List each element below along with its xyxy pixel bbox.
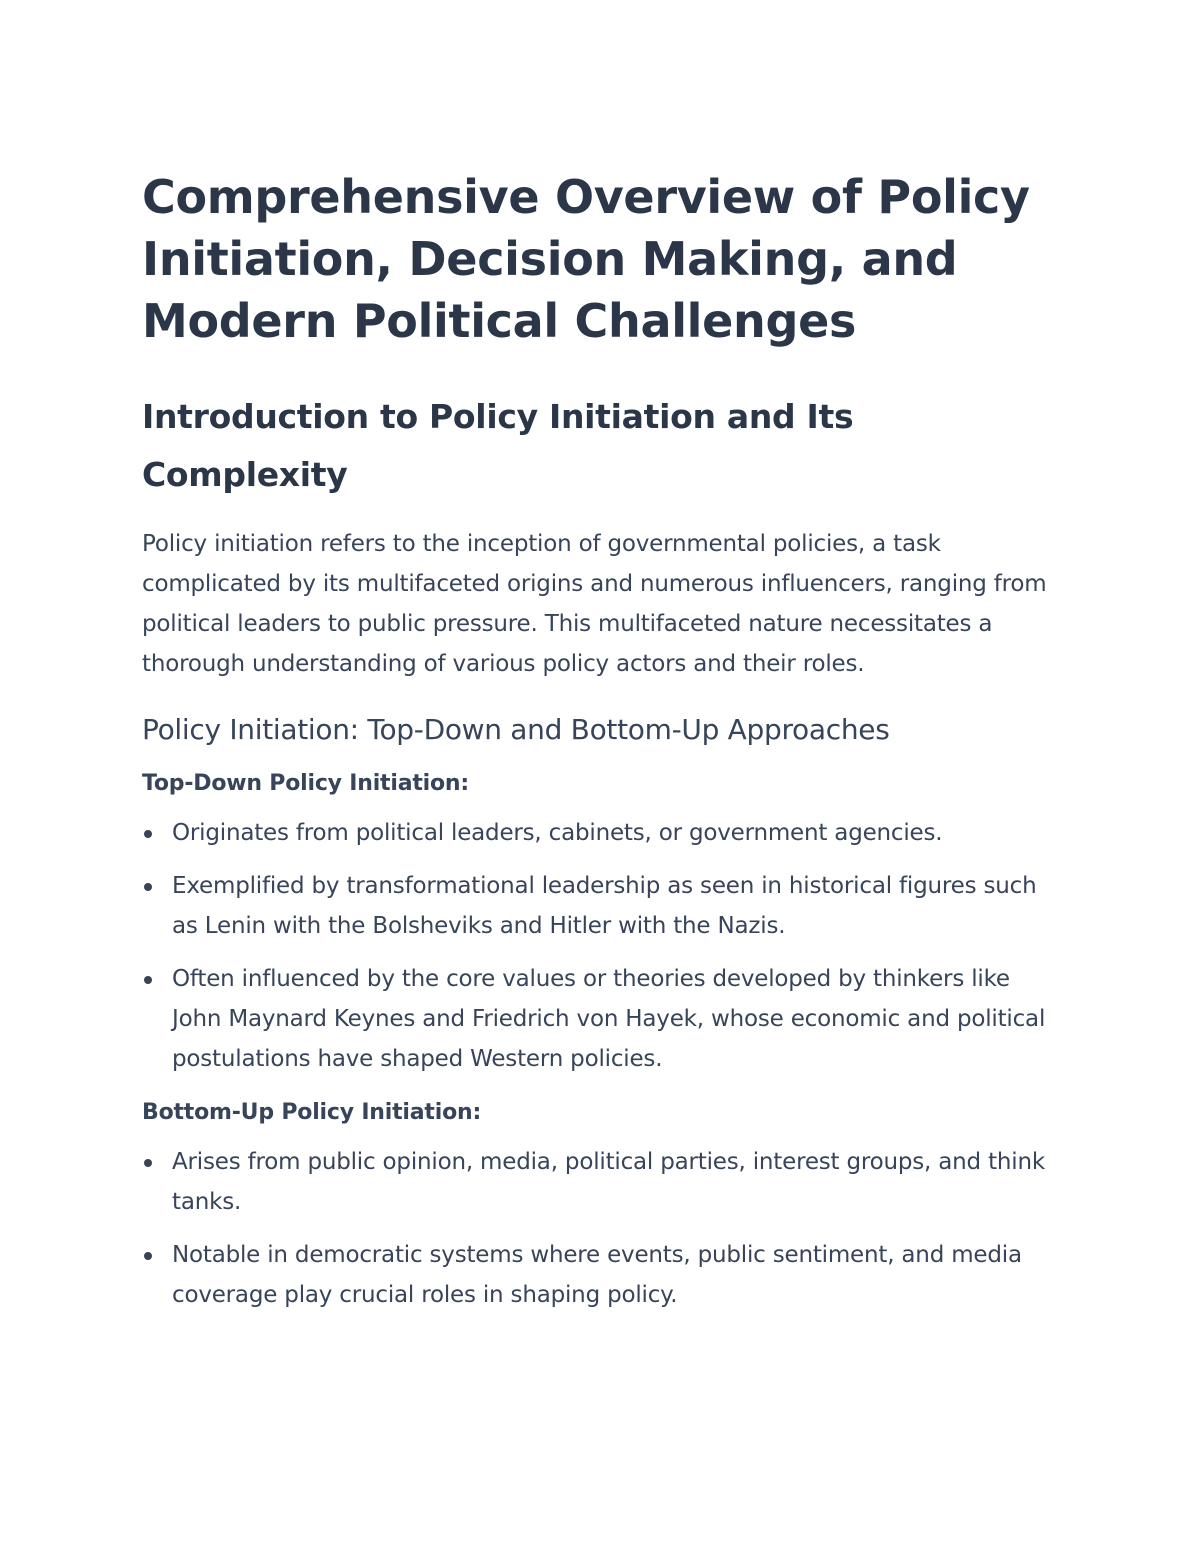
document-title: Comprehensive Overview of Policy Initiation, Decision Making, and Modern Political Challenges [142, 170, 1030, 348]
intro-paragraph: Policy initiation refers to the inception of governmental policies, a task complicated by its multifaceted origins and numerous influencers, ranging from political leaders to public pressure. This multifaceted nature necessitates a thorough understanding of various policy actors and their roles. [142, 531, 1047, 677]
list-item [142, 866, 1062, 946]
list-item [142, 1142, 1062, 1222]
bullet-icon [144, 976, 152, 984]
document-page [142, 166, 1062, 1315]
list-item-text: Often influenced by the core values or theories developed by thinkers like John Maynard Keynes and Friedrich von Hayek, whose economic and political postulations have shaped Western policies. [172, 966, 1046, 1072]
bottom-up-list [142, 1142, 1062, 1315]
bullet-icon [144, 1159, 152, 1167]
list-item [142, 1235, 1062, 1315]
list-item-text: Originates from political leaders, cabinets, or government agencies. [172, 820, 943, 846]
top-down-label: Top-Down Policy Initiation: [142, 771, 469, 796]
section-heading: Introduction to Policy Initiation and Its Complexity [142, 397, 854, 494]
list-item [142, 813, 1062, 853]
bottom-up-label: Bottom-Up Policy Initiation: [142, 1100, 482, 1125]
subsection-heading: Policy Initiation: Top-Down and Bottom-Up Approaches [142, 713, 890, 746]
top-down-list [142, 813, 1062, 1079]
list-item-text: Exemplified by transformational leadership as seen in historical figures such as Lenin with the Bolsheviks and Hitler with the Nazis. [172, 873, 1037, 939]
list-item-text: Notable in democratic systems where events, public sentiment, and media coverage play crucial roles in shaping policy. [172, 1242, 1022, 1308]
bullet-icon [144, 1252, 152, 1260]
list-item-text: Arises from public opinion, media, political parties, interest groups, and think tanks. [172, 1149, 1045, 1215]
bullet-icon [144, 883, 152, 891]
list-item [142, 959, 1062, 1079]
bullet-icon [144, 830, 152, 838]
